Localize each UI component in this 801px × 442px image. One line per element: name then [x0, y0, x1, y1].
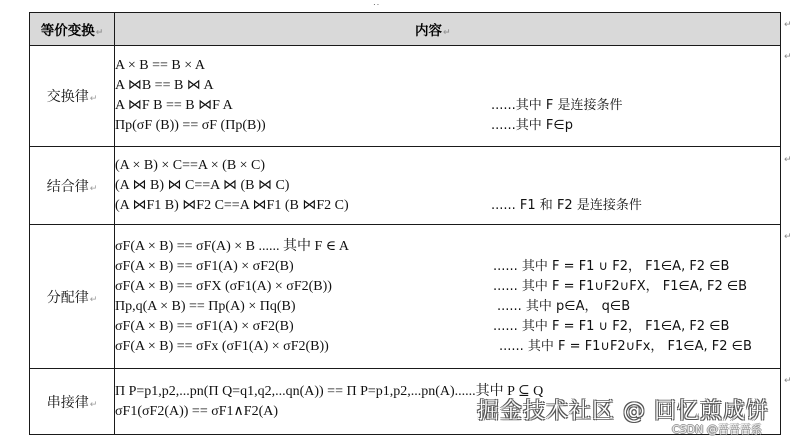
formula-line: (A ⋈ B) ⋈ C==A ⋈ (B ⋈ C): [115, 177, 290, 193]
watermark-sub: CSDN @吾吾吾系: [672, 423, 762, 436]
law-label: 串接律↵: [30, 369, 115, 435]
law-label: 结合律↵: [30, 147, 115, 225]
table-row-commutative: [30, 46, 781, 147]
law-label: 交换律↵: [30, 46, 115, 147]
table-row-associative: [30, 147, 781, 225]
header-row: [30, 13, 781, 46]
formula-line: σF(A × B) == σF(A) × B ...... 其中 F ∈ A: [115, 238, 350, 254]
equivalence-table: [29, 12, 781, 435]
formula-line: σF(A × B) == σFx (σF1(A) × σF2(B)) ...... 其中 F = F1∪F2∪Fx， F1∈A, F2 ∈B: [115, 338, 752, 354]
paragraph-mark: ↵: [784, 155, 792, 165]
formula-line: (A × B) × C==A × (B × C): [115, 157, 266, 173]
formula-line: σF(A × B) == σFX (σF1(A) × σF2(B)) ...... 其中 F = F1∪F2∪FX， F1∈A, F2 ∈B: [115, 278, 748, 294]
formula-line: A ⋈F B == B ⋈F A ......其中 F 是连接条件: [115, 98, 623, 113]
paragraph-mark: ↵: [784, 52, 792, 62]
law-content: [115, 46, 781, 147]
formula-line: Πp,q(A × B) == Πp(A) × Πq(B) ...... 其中 p∈A， q∈B: [115, 298, 631, 314]
table-row-distributive: [30, 225, 781, 369]
watermark: 掘金技术社区 @ 回忆煎成饼: [477, 399, 769, 424]
formula-line: A × B == B × A: [115, 58, 205, 73]
formula-line: σF(A × B) == σF1(A) × σF2(B) ...... 其中 F = F1 ∪ F2， F1∈A, F2 ∈B: [115, 258, 730, 274]
formula-line: Πp(σF (B)) == σF (Πp(B)) ......其中 F∈p: [115, 118, 573, 133]
law-content: [115, 225, 781, 369]
formula-line: σF1(σF2(A)) == σF1∧F2(A): [115, 403, 279, 419]
formula-line: (A ⋈F1 B) ⋈F2 C==A ⋈F1 (B ⋈F2 C) ...... F1 和 F2 是连接条件: [115, 197, 642, 213]
header-equivalence: 等价变换↵: [30, 13, 115, 46]
top-mark: ··: [373, 0, 381, 9]
header-content: 内容↵: [115, 13, 781, 46]
paragraph-mark: ↵: [784, 376, 792, 386]
formula-line: σF(A × B) == σF1(A) × σF2(B) ...... 其中 F = F1 ∪ F2， F1∈A, F2 ∈B: [115, 318, 730, 334]
law-content: [115, 147, 781, 225]
formula-line: A ⋈B == B ⋈ A: [115, 78, 214, 93]
law-label: 分配律↵: [30, 225, 115, 369]
paragraph-mark: ↵: [784, 232, 792, 242]
paragraph-mark: ↵: [784, 20, 792, 30]
formula-line: Π P=p1,p2,...pn(Π Q=q1,q2,...qn(A)) == Π P=p1,p2,...pn(A)......其中 P ⊆ Q: [115, 383, 544, 399]
